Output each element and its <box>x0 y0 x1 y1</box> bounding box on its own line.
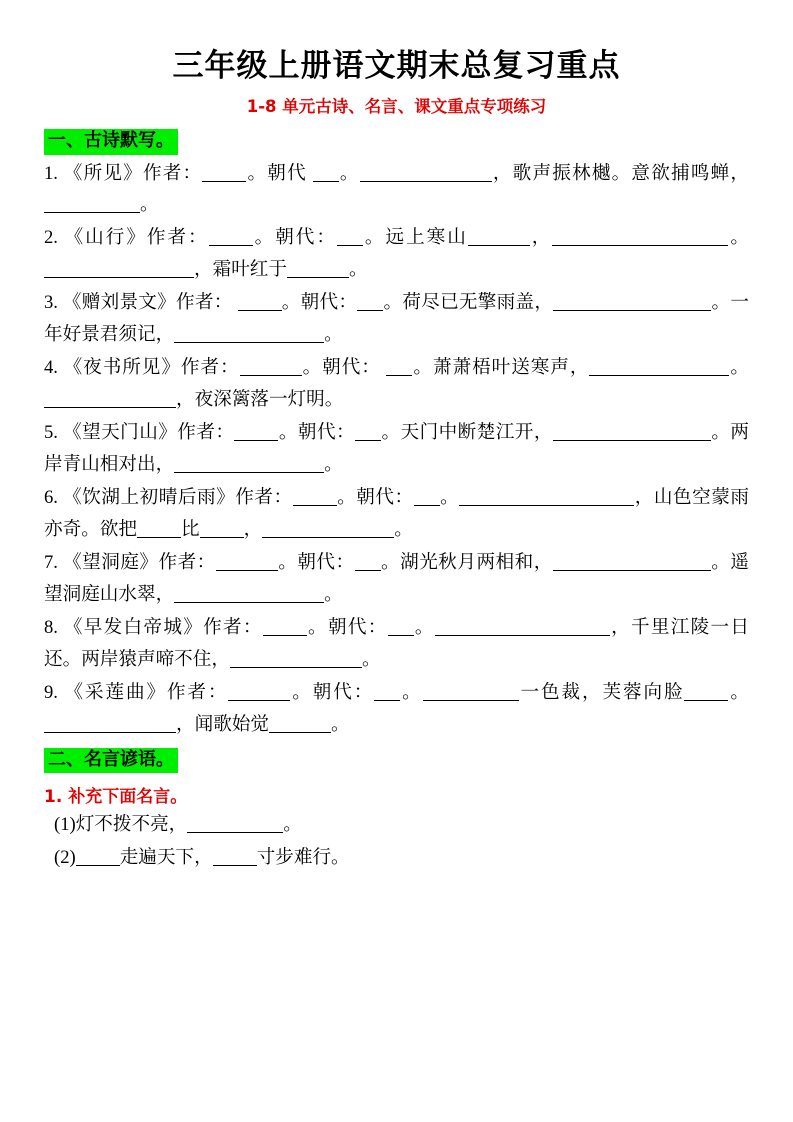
answer-blank[interactable] <box>187 832 283 833</box>
question-text: 。朝代： <box>336 487 414 509</box>
question-number: 8. <box>44 617 58 639</box>
question-text: 《赠刘景文》作者： <box>62 292 233 314</box>
question-text: ，山色空蒙雨亦奇。欲把 <box>44 487 749 541</box>
answer-blank[interactable] <box>684 700 728 701</box>
answer-blank[interactable] <box>357 310 383 311</box>
page-title: 三年级上册语文期末总复习重点 <box>172 48 621 84</box>
question-text: 。朝代： <box>290 682 375 703</box>
question-text: 。朝代： <box>278 422 356 444</box>
question-text: ，千里江陵一日还。两岸猿声啼不住， <box>44 617 749 671</box>
question-text: 。 <box>324 324 343 346</box>
question-text: 。两岸青山相对出， <box>44 422 749 476</box>
answer-blank[interactable] <box>684 245 728 246</box>
answer-blank[interactable] <box>174 602 324 603</box>
question-text: 《饮湖上初晴后雨》作者： <box>63 487 293 509</box>
question-text: 。 <box>283 814 302 836</box>
question-text: 《夜书所见》作者： <box>63 357 240 379</box>
question-number: 4. <box>44 357 58 379</box>
answer-blank[interactable] <box>44 732 176 733</box>
question-text: 。朝代： <box>306 617 388 639</box>
answer-blank[interactable] <box>44 407 176 408</box>
answer-blank[interactable] <box>200 537 244 538</box>
answer-blank[interactable] <box>213 865 257 866</box>
question-number: 9. <box>44 682 58 703</box>
question-text: 《早发白帝城》作者： <box>63 617 263 639</box>
answer-blank[interactable] <box>293 505 337 506</box>
answer-blank[interactable] <box>633 375 729 376</box>
question-number: 5. <box>44 422 58 444</box>
answer-blank[interactable] <box>44 212 140 213</box>
answer-blank[interactable] <box>238 310 282 311</box>
answer-blank[interactable] <box>234 440 278 441</box>
question-text: 《望天门山》作者： <box>63 422 235 444</box>
question-text: 。 <box>728 227 749 249</box>
question-text: 。 <box>728 682 749 703</box>
question-text: 《所见》作者： <box>63 162 203 184</box>
question-text: 。 <box>324 454 343 476</box>
question-text: 。 <box>394 519 413 541</box>
question-number: (2) <box>54 847 76 869</box>
answer-blank[interactable] <box>468 245 530 246</box>
question-text: 。 <box>338 162 360 184</box>
question-text: 《采莲曲》作者： <box>64 682 229 703</box>
question-text: 。朝代： <box>301 357 381 379</box>
answer-blank[interactable] <box>553 570 615 571</box>
question-text: 寸步难行。 <box>256 847 350 869</box>
question-text: 灯不拨不亮， <box>75 814 188 836</box>
question-number: 6. <box>44 487 58 509</box>
answer-blank[interactable] <box>355 440 381 441</box>
question-text: 。 <box>140 194 159 216</box>
question-item-9 <box>44 677 749 741</box>
question-number: 7. <box>44 552 58 574</box>
proverb-item-2 <box>44 842 749 874</box>
answer-blank[interactable] <box>137 537 181 538</box>
answer-blank[interactable] <box>216 570 278 571</box>
question-item-8 <box>44 612 749 676</box>
section-heading-gushi: 一、古诗默写。 <box>44 129 178 155</box>
answer-blank[interactable] <box>615 570 711 571</box>
question-number: 1. <box>44 162 58 184</box>
question-text: ，夜深篱落一灯明。 <box>176 389 344 411</box>
question-text: 。朝代 <box>246 162 307 184</box>
question-text: 。朝代： <box>281 292 358 314</box>
proverb-item-1 <box>44 809 749 841</box>
question-item-6 <box>44 482 749 546</box>
question-item-7 <box>44 547 749 611</box>
answer-blank[interactable] <box>615 310 711 311</box>
answer-blank[interactable] <box>263 635 307 636</box>
answer-blank[interactable] <box>262 537 394 538</box>
answer-blank[interactable] <box>414 505 440 506</box>
question-text: 走遍天下， <box>119 847 213 869</box>
answer-blank[interactable] <box>313 181 339 182</box>
answer-blank[interactable] <box>459 505 634 506</box>
question-number: 2. <box>44 227 58 249</box>
answer-blank[interactable] <box>360 181 492 182</box>
question-text: 。一年好景君须记， <box>44 292 749 346</box>
question-text: 。 <box>324 584 343 606</box>
section-heading-mingyan: 二、名言谚语。 <box>44 748 178 774</box>
question-item-3 <box>44 287 749 351</box>
section-gushi <box>44 123 749 741</box>
question-number: 3. <box>44 292 58 314</box>
question-text: 一色裁，芙蓉向脸 <box>518 682 685 703</box>
question-text: 。朝代： <box>252 227 337 249</box>
question-text: 。 <box>729 357 749 379</box>
question-text: 。湖光秋月两相和， <box>380 552 553 574</box>
answer-blank[interactable] <box>228 700 290 701</box>
question-text: 。朝代： <box>277 552 355 574</box>
question-text: 。 <box>439 487 460 509</box>
answer-blank[interactable] <box>589 375 633 376</box>
answer-blank[interactable] <box>553 440 615 441</box>
answer-blank[interactable] <box>174 472 324 473</box>
question-item-5 <box>44 417 749 481</box>
answer-blank[interactable] <box>240 375 302 376</box>
answer-blank[interactable] <box>44 277 194 278</box>
question-text: ，闻歌始觉 <box>176 713 269 735</box>
answer-blank[interactable] <box>423 700 519 701</box>
question-text: 《山行》作者： <box>64 227 209 249</box>
question-text: 。 <box>330 713 350 735</box>
answer-blank[interactable] <box>386 375 412 376</box>
question-text: ， <box>243 519 263 541</box>
answer-blank[interactable] <box>374 700 400 701</box>
answer-blank[interactable] <box>230 667 362 668</box>
question-text: ，歌声振林樾。意欲捕鸣蝉， <box>491 162 749 184</box>
answer-blank[interactable] <box>615 440 711 441</box>
answer-blank[interactable] <box>553 310 615 311</box>
question-text: 《望洞庭》作者： <box>63 552 216 574</box>
question-item-2 <box>44 222 749 286</box>
question-text: ，霜叶红于 <box>194 259 287 281</box>
answer-blank[interactable] <box>202 181 246 182</box>
answer-blank[interactable] <box>552 245 684 246</box>
question-text: 。 <box>400 682 423 703</box>
page-subtitle: 1-8 单元古诗、名言、课文重点专项练习 <box>246 97 547 116</box>
question-text: 。遥望洞庭山水翠， <box>44 552 749 606</box>
answer-blank[interactable] <box>269 732 331 733</box>
sub-heading-buchong: 1. 补充下面名言。 <box>44 787 188 808</box>
answer-blank[interactable] <box>76 865 120 866</box>
section-mingyan <box>44 742 749 874</box>
answer-blank[interactable] <box>355 570 381 571</box>
question-text: 比 <box>180 519 200 541</box>
answer-blank[interactable] <box>174 342 324 343</box>
question-text: 。 <box>413 617 435 639</box>
question-text: 。远上寒山 <box>362 227 468 249</box>
answer-blank[interactable] <box>435 635 610 636</box>
question-item-4 <box>44 352 749 416</box>
question-text: 。 <box>348 259 368 281</box>
question-text: 。荷尽已无擎雨盖， <box>383 292 554 314</box>
answer-blank[interactable] <box>337 245 363 246</box>
answer-blank[interactable] <box>287 277 349 278</box>
question-text: 。天门中断楚江开， <box>381 422 553 444</box>
question-text: 。萧萧梧叶送寒声， <box>412 357 590 379</box>
answer-blank[interactable] <box>388 635 414 636</box>
answer-blank[interactable] <box>209 245 253 246</box>
question-text: ， <box>529 227 553 249</box>
question-item-1 <box>44 158 749 222</box>
question-text: 。 <box>361 649 381 671</box>
question-number: (1) <box>54 814 76 836</box>
